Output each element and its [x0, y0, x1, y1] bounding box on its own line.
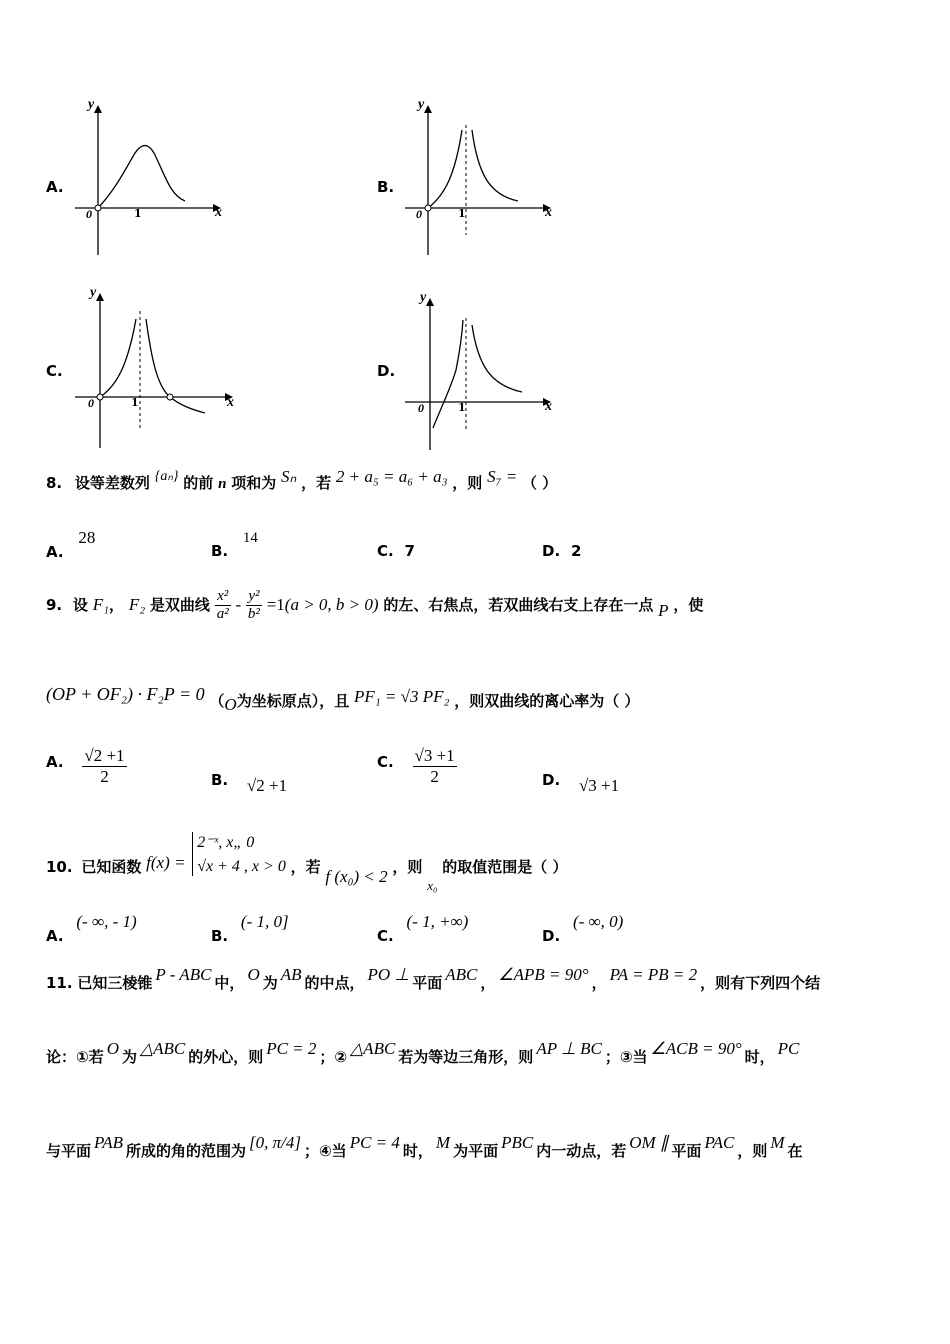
- q7-graph-d: [400, 290, 560, 459]
- x-axis-label: x: [545, 205, 552, 220]
- q9-stem-line2: (OP + OF₂) · F₂P = 0 （O为坐标原点），且 PF₁ = √3 PF₂ ，则双曲线的离心率为（ ）: [46, 684, 640, 714]
- text-run: 在: [787, 1142, 803, 1160]
- piecewise-cases: 2⁻ˣ, x„ 0 √x + 4 , x > 0: [192, 832, 286, 876]
- x-axis-label: x: [215, 205, 222, 220]
- math-expr: PA = PB = 2: [609, 965, 698, 984]
- text-run: 所成的角的范围为: [125, 1142, 246, 1160]
- text-run: 若为等边三角形，则: [398, 1048, 534, 1066]
- text-run: ，: [480, 974, 496, 992]
- q7-option-b-label: B.: [377, 178, 395, 196]
- math-expr: ∠APB = 90°: [498, 965, 589, 984]
- q8-option-a[interactable]: A. 28: [46, 528, 96, 561]
- math-expr: M: [435, 1133, 451, 1152]
- text-run: 为: [262, 974, 278, 992]
- tick-label: 1: [458, 207, 466, 220]
- q11-stem-line1: 11. 已知三棱锥 P - ABC 中， O 为 AB 的中点， PO ⊥ 平面 ABC ， ∠APB = 90° ， PA = PB = 2 ，则有下列四个结: [46, 965, 821, 992]
- math-expr: PAC: [704, 1133, 735, 1152]
- text-run: 的中点，: [304, 974, 365, 992]
- math-expr: △ABC: [140, 1039, 186, 1058]
- q11-line3-content: [46, 1133, 803, 1160]
- text-run: 中，: [214, 974, 245, 992]
- tick-label: 1: [134, 207, 142, 220]
- q11-line2-content: [46, 1039, 802, 1066]
- math-expr: P - ABC: [155, 965, 212, 984]
- text-run: 论：①若: [46, 1048, 104, 1066]
- q9-stem-line1: 9. 设 F₁， F₂ 是双曲线 $\frac{\text{x²}}{\text{a²}}$ - $\frac{\text{y²}}{\text{b²}}$ =1(a > 0, b > 0) 的左、右焦点，若双曲线右支上存在一点 P ，使: [46, 588, 704, 622]
- q8-option-c[interactable]: C. 7: [377, 542, 415, 560]
- tick-label: 1: [458, 401, 466, 414]
- origin-label: 0: [88, 396, 94, 410]
- q8-option-d[interactable]: D. 2: [542, 542, 582, 560]
- math-expr: AB: [280, 965, 302, 984]
- q10-options: [46, 912, 906, 948]
- text-run: 与平面: [46, 1142, 92, 1160]
- origin-label: 0: [416, 207, 422, 221]
- math-expr: PC: [777, 1039, 800, 1058]
- tick-label: 1: [131, 396, 139, 409]
- q8-options: [46, 530, 906, 560]
- math-expr: ABC: [445, 965, 478, 984]
- math-expr: O: [247, 965, 260, 984]
- q7-graph-b: [400, 95, 560, 264]
- q9-option-d[interactable]: D. √3 +1: [542, 771, 620, 795]
- origin-label: 0: [418, 401, 424, 415]
- math-expr: PBC: [501, 1133, 534, 1152]
- q11-stem-line3: [46, 1133, 916, 1161]
- text-run: 时，: [402, 1142, 433, 1160]
- text-run: ；②: [319, 1048, 348, 1066]
- y-axis-label: y: [88, 97, 95, 112]
- hyperbola-x-term: $\frac{\text{x²}}{\text{a²}}$: [216, 588, 229, 622]
- text-run: 平面: [671, 1142, 702, 1160]
- q8-option-b[interactable]: B. 14: [211, 530, 258, 560]
- math-expr: PC = 4: [349, 1133, 400, 1152]
- q7-graph-c: [70, 283, 240, 457]
- q9-option-a[interactable]: A. $\frac{√2 +1}{2}$: [46, 746, 125, 786]
- text-run: ，则有下列四个结: [700, 974, 821, 992]
- text-run: 为: [121, 1048, 137, 1066]
- q10-option-b[interactable]: B. (- 1, 0]: [211, 912, 289, 945]
- q11-stem-line2: [46, 1039, 916, 1067]
- q9-option-b[interactable]: B. √2 +1: [211, 771, 288, 795]
- q7-graph-a: [70, 95, 230, 264]
- math-expr: M: [770, 1133, 785, 1152]
- q7-option-c-label: C.: [46, 362, 63, 380]
- math-expr: ∠ACB = 90°: [650, 1039, 742, 1058]
- text-run: 时，: [744, 1048, 775, 1066]
- q10-option-d[interactable]: D. (- ∞, 0): [542, 912, 624, 945]
- q9-options: [46, 746, 906, 796]
- q10-stem: 10. 已知函数 f(x) = 2⁻ˣ, x„ 0 √x + 4 , x > 0 ，若 f (x₀) < 2 ，则 x₀ 的取值范围是（ ）: [46, 834, 568, 893]
- q8-stem: 8. 设等差数列 {aₙ} 的前 n 项和为 Sₙ ，若 2 + a₅ = a₆ + a₃ ，则 S₇ = （ ）: [46, 467, 558, 492]
- math-expr: △ABC: [350, 1039, 396, 1058]
- y-axis-label: y: [418, 97, 425, 112]
- q10-option-a[interactable]: A. (- ∞, - 1): [46, 912, 137, 945]
- math-expr: PC = 2: [266, 1039, 317, 1058]
- text-run: 的外心，则: [188, 1048, 264, 1066]
- math-expr: AP ⊥ BC: [536, 1039, 602, 1058]
- math-expr: PAB: [94, 1133, 123, 1152]
- q9-option-c[interactable]: C. $\frac{√3 +1}{2}$: [377, 746, 455, 786]
- hyperbola-y-term: $\frac{\text{y²}}{\text{b²}}$: [247, 588, 260, 622]
- q11-line1-content: [77, 965, 821, 992]
- math-expr: OM ∥: [629, 1133, 669, 1152]
- q7-option-d-label: D.: [377, 362, 396, 380]
- text-run: 已知三棱锥: [77, 974, 153, 992]
- text-run: 平面: [412, 974, 443, 992]
- y-axis-label: y: [90, 285, 97, 300]
- text-run: ；④当: [303, 1142, 347, 1160]
- math-expr: [0, π/4]: [249, 1133, 301, 1152]
- math-expr: PO ⊥: [367, 965, 410, 984]
- q10-option-c[interactable]: C. (- 1, +∞): [377, 912, 469, 945]
- q7-option-a-label: A.: [46, 178, 64, 196]
- text-run: 内一动点，若: [536, 1142, 627, 1160]
- text-run: ，则: [737, 1142, 768, 1160]
- math-expr: O: [106, 1039, 119, 1058]
- origin-label: 0: [86, 207, 92, 221]
- x-axis-label: x: [545, 399, 552, 414]
- text-run: ；③当: [604, 1048, 648, 1066]
- text-run: ，: [591, 974, 607, 992]
- y-axis-label: y: [420, 290, 427, 305]
- text-run: 为平面: [453, 1142, 499, 1160]
- x-axis-label: x: [227, 395, 234, 410]
